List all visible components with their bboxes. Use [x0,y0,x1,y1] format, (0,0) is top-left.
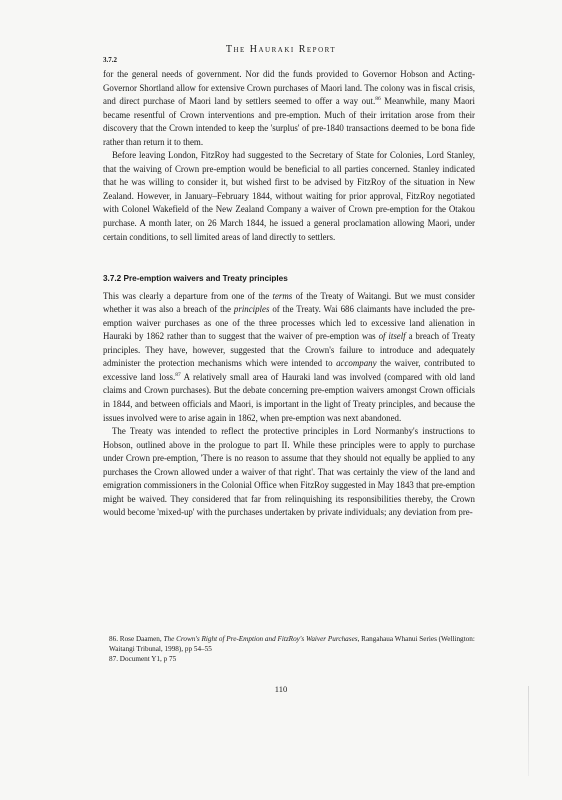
footnote-ref-86[interactable]: 86 [375,96,381,103]
paragraph-1-text: for the general needs of government. Nor did the funds provided to Governor Hobson and Acting-Governor Shortland allow for extensive Crown purchases of Maori land. The colony was in fiscal crisis, and direct purchase of Maori land by settlers seemed to offer a way out. [103,69,475,107]
footnote-ref-87[interactable]: 87 [175,371,181,378]
section-marker: 3.7.2 [103,56,117,64]
section-heading: 3.7.2 Pre-emption waivers and Treaty principles [103,274,288,284]
footnote-86-title: The Crown's Right of Pre-Emption and FitzRoy's Waiver Purchases [163,635,358,643]
footnote-86-text: 86. Rose Daamen, [109,635,164,643]
p3-emphasis-accompany: accompany [336,358,377,369]
paragraph-2: Before leaving London, FitzRoy had suggested to the Secretary of State for Colonies, Lord Stanley, that the waiving of Crown pre-emption would be beneficial to all parties concerned. Stanley indicated that he was willing to consider it, but wished first to be advised by FitzRoy of the situation in New Zealand. However, in January–February 1844, without waiting for prior approval, FitzRoy negotiated with Colonel Wakefield of the New Zealand Company a waiver of Crown pre-emption for the Otakou purchase. A month later, on 26 March 1844, he issued a general proclamation allowing Maori, under certain conditions, to sell limited areas of land directly to settlers. [103,150,475,242]
scan-mark [528,686,529,776]
p3-segment: a breach of Treaty principles. They have, however, suggested that the Crown's failure to introduce and adequately administer the protection mechanisms which were intended to [103,331,476,369]
p3-segment: A relatively small area of Hauraki land was involved (compared with old land claims and Crown purchases). But the debate concerning pre-emption waivers amongst Crown officials in 1844, and between officials and Maori, is important in the light of Treaty principles, and because the issues involved were to arise again in 1862, when pre-emption was next abandoned. [103,371,475,423]
paragraph-4: The Treaty was intended to reflect the protective principles in Lord Normanby's instructions to Hobson, outlined above in the prologue to part II. While these principles were to apply to purchase under Crown pre-emption, 'There is no reason to assume that they should not equally be applied to any purchases the Crown allowed under a waiver of that right'. That was certainly the view of the land and emigration commissioners in the Colonial Office when FitzRoy suggested in May 1843 that pre-emption might be waived. They considered that far from relinquishing its responsibilities thereby, the Crown would become 'mixed-up' with the purchases undertaken by private individuals; any deviation from pre- [103,426,475,518]
p3-segment: This was clearly a departure from one of the [103,290,273,301]
p3-segment: of the Treaty of Waitangi. But we must consider whether it was also a breach of the [103,290,475,315]
body-text [103,68,475,520]
paragraph-1-tail: Meanwhile, many Maori became resentful of Crown interventions and pre-emption. Much of their irritation arose from their discovery that the Crown intended to keep the 'surplus' of pre-1840 transactions deemed to be bona fide rather than return it to them. [103,96,475,147]
p3-emphasis-principles: principles [233,304,270,315]
p3-segment: of the Treaty. Wai 686 claimants have included the pre-emption waiver purchases as one of the three processes which led to excessive land alienation in Hauraki by 1862 rather than to suggest that the waiver of pre-emption was [103,304,475,342]
p3-emphasis-terms: terms [272,290,293,301]
footnote-86-source: , Rangahaua Whanui Series (Wellington: Waitangi Tribunal, 1998), pp 54–55 [109,635,475,653]
paragraph-3 [103,290,475,425]
page-number: 110 [274,684,288,694]
footnotes [103,634,475,664]
p3-segment: the waiver, contributed to excessive land loss. [103,358,475,382]
running-head: The Hauraki Report [225,44,337,55]
p3-emphasis-itself: of itself [378,331,406,342]
footnote-86 [103,634,475,654]
paragraph-1 [103,68,475,149]
footnote-87: 87. Document Y1, p 75 [109,655,177,663]
